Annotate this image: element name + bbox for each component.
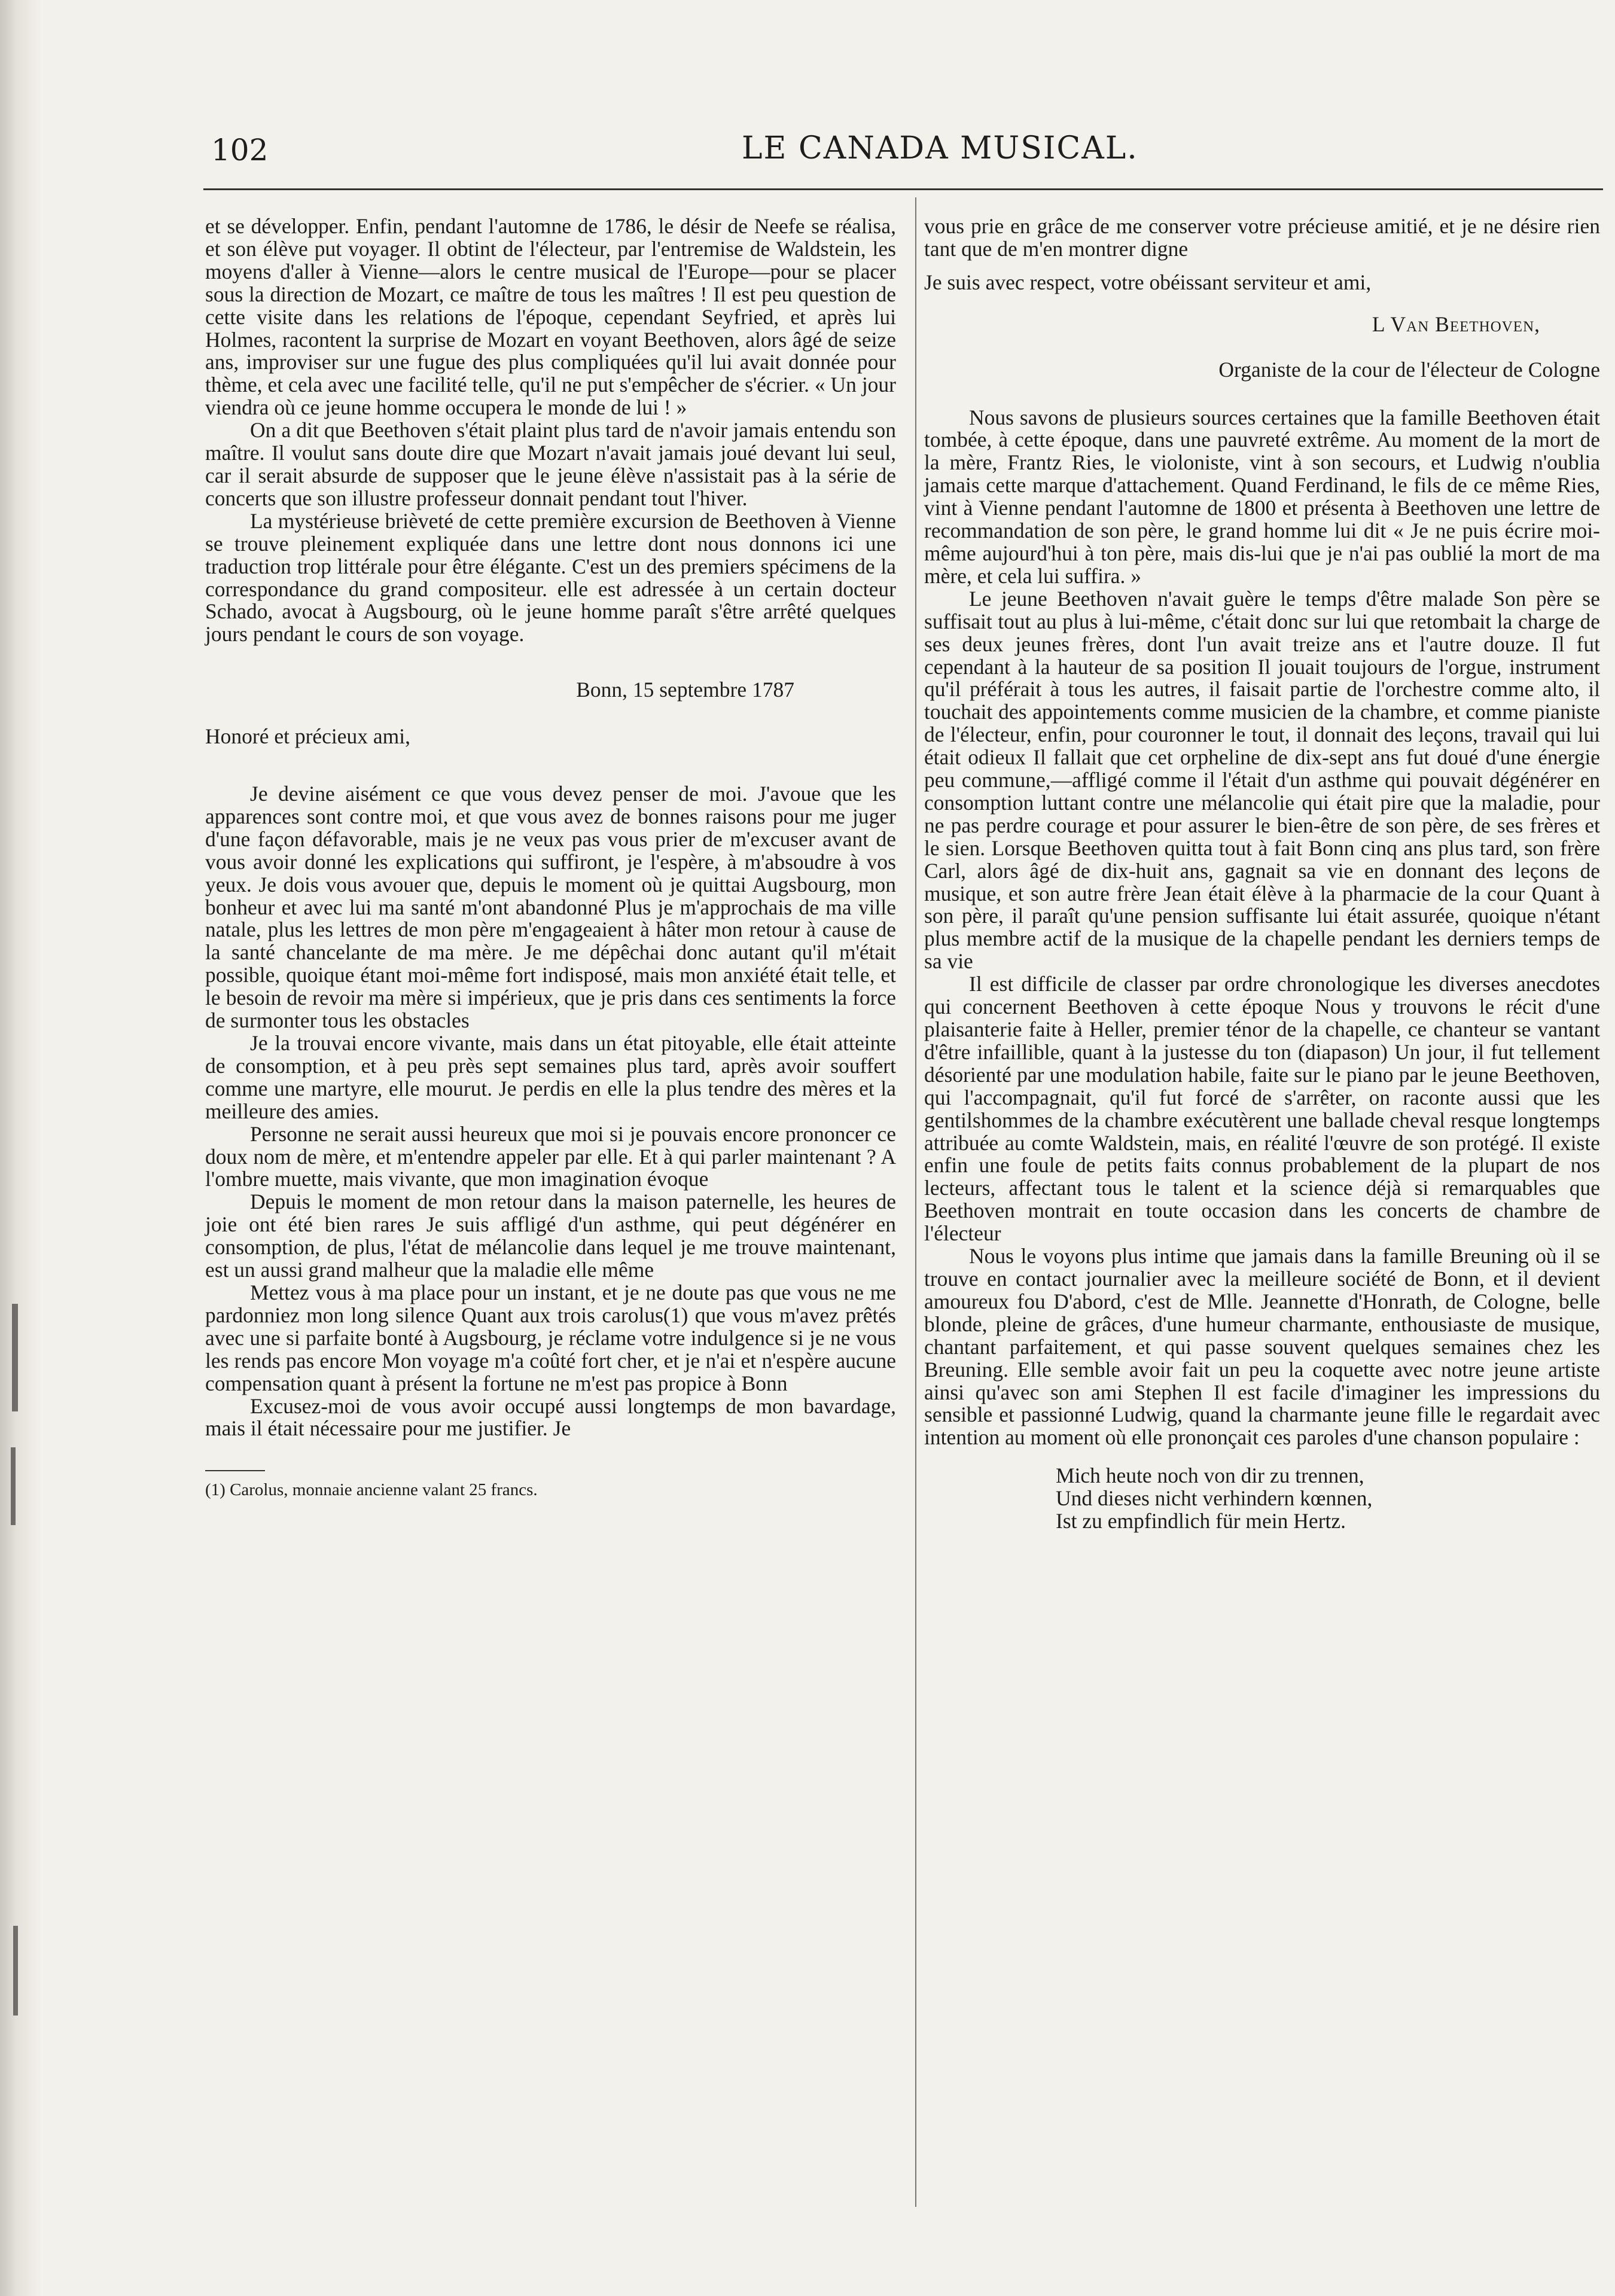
column-divider	[915, 197, 916, 2207]
page-number: 102	[211, 133, 269, 167]
letter-salutation: Honoré et précieux ami,	[205, 724, 411, 749]
header-rule	[203, 188, 1603, 190]
letter-paragraph-1: Je devine aisément ce que vous devez penser de moi. J'avoue que les apparences sont contre moi, et que vous avez de bonnes raisons pour me juger d'une façon défavorable, mais je ne veux pas vous prier de m'excuser avant de vous avoir donné les explications qui suffiront, je l'espère, à m'absoudre à vos yeux. Je dois vous avouer que, depuis le moment où je quittai Augsbourg, mon bonheur et avec lui ma santé m'ont abandonné Plus je m'approchais de ma ville natale, plus les lettres de mon père m'engageaient à hâter mon retour à cause de la santé chancelante de ma mère. Je me dépêchai donc autant qu'il m'était possible, quoique étant moi-même fort indisposé, mais mon anxiété était telle, et le besoin de revoir ma mère si impérieux, que je pris dans ces sentiments la force de surmonter tous les obstacles	[205, 782, 896, 1033]
right-paragraph-4: Nous le voyons plus intime que jamais dans la famille Breuning où il se trouve en contact journalier avec la meilleure société de Bonn, et il devient amoureux fou D'abord, c'est de Mlle. Jeannette d'Honrath, de Cologne, belle blonde, pleine de grâces, d'une humeur charmante, enthousiaste de musique, chantant parfaitement, et qui passe souvent quelques semaines chez les Breuning. Elle semble avoir fait un peu la coquette avec notre jeune artiste ainsi qu'avec son ami Stephen Il est facile d'imaginer les impressions du sensible et passionné Ludwig, quand la charmante jeune fille le regardait avec intention au moment où elle prononçait ces paroles d'une chanson populaire :	[924, 1244, 1600, 1450]
footnote-rule	[205, 1470, 265, 1471]
song-verse	[1056, 1464, 1600, 1532]
right-paragraph-3: Il est difficile de classer par ordre chronologique les diverses anecdotes qui concernent Beethoven à cette époque Nous y trouvons le récit d'une plaisanterie faite à Heller, premier ténor de la chapelle, ce chanteur se vantant d'être infaillible, quant à la justesse du ton (diapason) Un jour, il fut tellement désorienté par une modulation habile, faite sur le piano par le jeune Beethoven, qui l'accompagnait, qu'il fut forcé de s'arrêter, on raconte aussi que les gentilshommes de la chambre exécutèrent une ballade cheval resque longtemps attribuée au comte Waldstein, mais, en réalité l'œuvre de son protégé. Il existe enfin une foule de petits faits connus probablement de la plupart de nos lecteurs, affectant tous le talent et la science déjà si remarquables que Beethoven montrait en toute occasion dans les concerts de chambre de l'électeur	[924, 972, 1600, 1246]
right-paragraph-1: Nous savons de plusieurs sources certaines que la famille Beethoven était tombée, à cette époque, dans une pauvreté extrême. Au moment de la mort de la mère, Frantz Ries, le violoniste, vint à son secours, et Ludwig n'oublia jamais cette marque d'attachement. Quand Ferdinand, le fils de ce même Ries, vint à Vienne pendant l'automne de 1800 et présenta à Beethoven une lettre de recommandation de son père, le grand homme lui dit « Je ne puis écrire moi-même aujourd'hui à ton père, mais dis-lui que je n'ai pas oublié la mort de ma mère, et cela lui suffira. »	[924, 405, 1600, 588]
letter-paragraph-5-text-b: que vous m'avez prêtés avec une si parfaite bonté à Augsbourg, je réclame votre indulgence si je ne vous les rends pas encore Mon voyage m'a coûté fort cher, et je n'ai et n'espère aucune compensation quant à présent la fortune ne m'est pas propice à Bonn	[205, 1303, 896, 1395]
letter-closing: Je suis avec respect, votre obéissant serviteur et ami,	[924, 270, 1372, 294]
binding-mark	[11, 1447, 16, 1525]
letter-dateline: Bonn, 15 septembre 1787	[576, 678, 794, 702]
verse-line-2: Und dieses nicht verhindern kœnnen,	[1056, 1486, 1373, 1511]
footnote-reference: (1)	[663, 1303, 688, 1327]
left-paragraph-1: et se développer. Enfin, pendant l'automne de 1786, le désir de Neefe se réalisa, et son élève put voyager. Il obtint de l'électeur, par l'entremise de Waldstein, les moyens d'aller à Vienne—alors le centre musical de l'Europe—pour se placer sous la direction de Mozart, ce maître de tous les maîtres ! Il est peu question de cette visite dans les relations de l'époque, cependant Seyfried, et après lui Holmes, racontent la surprise de Mozart en voyant Beethoven, alors âgé de seize ans, improviser sur une fugue des plus compliquées qu'il lui avait donnée pour thème, et cela avec une facilité telle, qu'il ne put s'empêcher de s'écrier. « Un jour viendra où ce jeune homme occupera le monde de lui ! »	[205, 214, 896, 420]
letter-paragraph-6: Excusez-moi de vous avoir occupé aussi longtemps de mon bavardage, mais il était nécessaire pour me justifier. Je	[205, 1394, 896, 1441]
verse-line-1: Mich heute noch von dir zu trennen,	[1056, 1463, 1364, 1488]
verse-line-3: Ist zu empfindlich für mein Hertz.	[1056, 1509, 1346, 1533]
right-paragraph-2: Le jeune Beethoven n'avait guère le temps d'être malade Son père se suffisait tout au plus à lui-même, c'était donc sur lui que retombait la charge de ses deux jeunes frères, dont l'un avait treize ans et l'autre douze. Il fut cependant à la hauteur de sa position Il jouait toujours de l'orgue, instrument qu'il préférait à tous les autres, il faisait partie de l'orchestre comme alto, il touchait des appointements comme musicien de la chambre, et comme pianiste de l'électeur, enfin, pour couronner le tout, il donnait des leçons, travail qui lui était odieux Il fallait que cet orpheline de dix-sept ans fut doué d'une énergie peu commune,—affligé comme il l'était d'un asthme qui pouvait dégénérer en consomption luttant contre une mélancolie qui était pire que la maladie, pour ne pas perdre courage et pour assurer le bien-être de son père, de ses frères et le sien. Lorsque Beethoven quitta tout à fait Bonn cinq ans plus tard, son frère Carl, alors âgé de dix-huit ans, gagnait sa vie en donnant des leçons de musique, et son autre frère Jean était élève à la pharmacie de la cour Quant à son père, il paraît qu'une pension suffisante lui était assurée, quoique n'étant plus membre actif de la musique de la chapelle pendant les derniers temps de sa vie	[924, 586, 1600, 974]
letter-paragraph-5-text-a: Mettez vous à ma place pour un instant, et je ne doute pas que vous ne me pardonniez mon long silence Quant aux trois carolus	[205, 1280, 896, 1327]
letter-signature-name: L Van Beethoven,	[1372, 312, 1540, 336]
letter-paragraph-3: Personne ne serait aussi heureux que moi si je pouvais encore prononcer ce doux nom de mère, et m'entendre appeler par elle. Et à qui parler maintenant ? A l'ombre muette, mais vivante, que mon imagination évoque	[205, 1121, 896, 1191]
running-title: LE CANADA MUSICAL.	[742, 130, 1138, 166]
letter-paragraph-2: Je la trouvai encore vivante, mais dans un état pitoyable, elle était atteinte de consomption, et à peu près sept semaines plus tard, après avoir souffert comme une martyre, elle mourut. Je perdis en elle la plus tendre des mères et la meilleure des amies.	[205, 1031, 896, 1123]
letter-signature-title: Organiste de la cour de l'électeur de Cologne	[1218, 357, 1600, 382]
footnote: (1) Carolus, monnaie ancienne valant 25 francs.	[205, 1480, 538, 1500]
binding-mark	[12, 1304, 18, 1411]
left-paragraph-2: On a dit que Beethoven s'était plaint plus tard de n'avoir jamais entendu son maître. Il voulut sans doute dire que Mozart n'avait jamais joué devant lui seul, car il serait absurde de supposer que le jeune élève n'assistait pas à la série de concerts que son illustre professeur donnait pendant tout l'hiver.	[205, 418, 896, 510]
letter-paragraph-7: vous prie en grâce de me conserver votre précieuse amitié, et je ne désire rien tant que de m'en montrer digne	[924, 214, 1600, 261]
scan-edge-shadow	[0, 0, 42, 2296]
letter-paragraph-5	[205, 1282, 896, 1395]
binding-mark	[13, 1926, 18, 2016]
letter-paragraph-4: Depuis le moment de mon retour dans la maison paternelle, les heures de joie ont été bien rares Je suis affligé d'un asthme, qui peut dégénérer en consomption, de plus, l'état de mélancolie dans lequel je me trouve maintenant, est un aussi grand malheur que la maladie elle même	[205, 1190, 896, 1282]
left-column	[205, 215, 896, 1500]
left-paragraph-3: La mystérieuse brièveté de cette première excursion de Beethoven à Vienne se trouve pleinement expliquée dans une lettre dont nous donnons ici une traduction trop littérale pour être élégante. C'est un des premiers spécimens de la correspondance du grand compositeur. elle est adressée à un certain docteur Schado, avocat à Augsbourg, où le jeune homme paraît s'être arrêté quelques jours pendant le cours de son voyage.	[205, 508, 896, 647]
right-column	[924, 215, 1600, 1532]
